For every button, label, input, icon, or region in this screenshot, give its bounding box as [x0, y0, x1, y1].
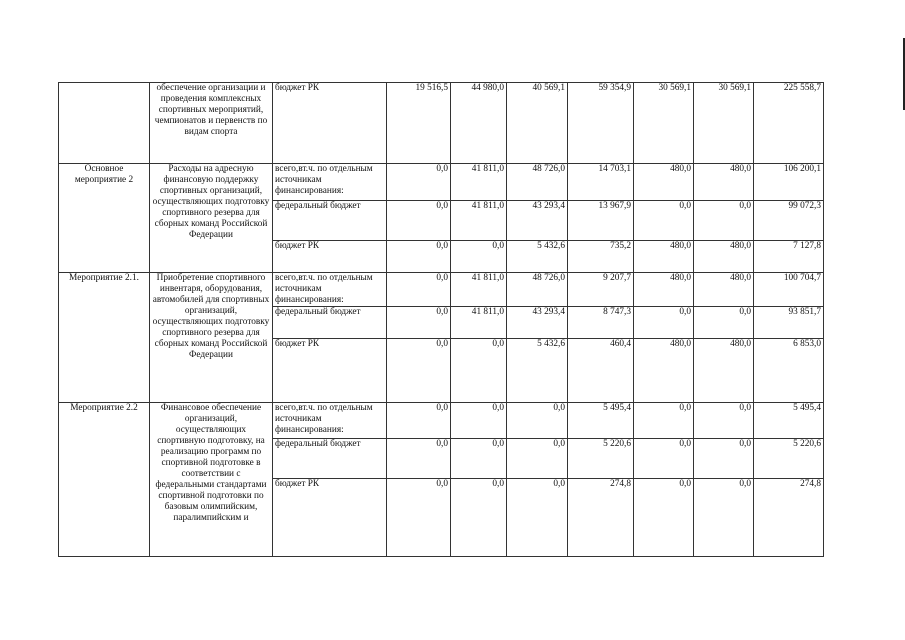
value-cell: 0,0	[451, 241, 507, 273]
value-cell: 9 207,7	[568, 273, 634, 307]
value-cell: 735,2	[568, 241, 634, 273]
value-cell: 41 811,0	[451, 201, 507, 241]
measure-code	[59, 83, 150, 164]
value-cell: 13 967,9	[568, 201, 634, 241]
total-cell: 100 704,7	[754, 273, 824, 307]
funding-source: федеральный бюджет	[273, 307, 387, 339]
value-cell: 43 293,4	[507, 307, 568, 339]
value-cell: 43 293,4	[507, 201, 568, 241]
value-cell: 480,0	[694, 164, 754, 201]
value-cell: 480,0	[694, 241, 754, 273]
value-cell: 0,0	[507, 479, 568, 557]
measure-name: Расходы на адресную финансовую поддержку спортивных организаций, осуществляющих подготовку спортивного резерва для сборных команд Российской Федерации	[150, 164, 273, 273]
table-row	[59, 164, 824, 201]
value-cell: 0,0	[451, 403, 507, 439]
value-cell: 0,0	[387, 339, 451, 403]
value-cell: 48 726,0	[507, 273, 568, 307]
total-cell: 225 558,7	[754, 83, 824, 164]
value-cell: 59 354,9	[568, 83, 634, 164]
value-cell: 8 747,3	[568, 307, 634, 339]
value-cell: 0,0	[507, 403, 568, 439]
table-row	[59, 273, 824, 307]
value-cell: 480,0	[694, 339, 754, 403]
value-cell: 0,0	[451, 479, 507, 557]
budget-table	[58, 82, 824, 557]
value-cell: 30 569,1	[694, 83, 754, 164]
funding-source: всего,вт.ч. по отдельным источникам финансирования:	[273, 403, 387, 439]
value-cell: 44 980,0	[451, 83, 507, 164]
funding-source: бюджет РК	[273, 479, 387, 557]
value-cell: 480,0	[634, 339, 694, 403]
value-cell: 0,0	[634, 307, 694, 339]
funding-source: федеральный бюджет	[273, 201, 387, 241]
measure-name: Финансовое обеспечение организаций, осуществляющих спортивную подготовку, на реализацию программ по спортивной подготовке в соответствии с федеральными стандартами спортивной подготовки по базовым олимпийским, паралимпийским и	[150, 403, 273, 557]
measure-name: Приобретение спортивного инвентаря, оборудования, автомобилей для спортивных организаций, осуществляющих подготовку спортивного резерва для сборных команд Российской Федерации	[150, 273, 273, 403]
value-cell: 41 811,0	[451, 307, 507, 339]
total-cell: 274,8	[754, 479, 824, 557]
total-cell: 5 495,4	[754, 403, 824, 439]
value-cell: 480,0	[634, 241, 694, 273]
value-cell: 0,0	[387, 479, 451, 557]
value-cell: 0,0	[694, 439, 754, 479]
total-cell: 6 853,0	[754, 339, 824, 403]
funding-source: всего,вт.ч. по отдельным источникам финансирования:	[273, 273, 387, 307]
total-cell: 99 072,3	[754, 201, 824, 241]
funding-source: бюджет РК	[273, 339, 387, 403]
value-cell: 0,0	[634, 403, 694, 439]
value-cell: 0,0	[694, 307, 754, 339]
value-cell: 0,0	[387, 403, 451, 439]
funding-source: всего,вт.ч. по отдельным источникам финансирования:	[273, 164, 387, 201]
value-cell: 0,0	[387, 201, 451, 241]
funding-source: бюджет РК	[273, 83, 387, 164]
value-cell: 0,0	[387, 241, 451, 273]
value-cell: 41 811,0	[451, 273, 507, 307]
value-cell: 480,0	[634, 164, 694, 201]
value-cell: 0,0	[451, 339, 507, 403]
value-cell: 5 495,4	[568, 403, 634, 439]
table-row	[59, 83, 824, 164]
measure-name: обеспечение организации и проведения комплексных спортивных мероприятий, чемпионатов и первенств по видам спорта	[150, 83, 273, 164]
funding-source: бюджет РК	[273, 241, 387, 273]
measure-code: Мероприятие 2.1.	[59, 273, 150, 403]
value-cell: 0,0	[387, 439, 451, 479]
value-cell: 0,0	[694, 201, 754, 241]
value-cell: 0,0	[694, 479, 754, 557]
value-cell: 14 703,1	[568, 164, 634, 201]
measure-code: Мероприятие 2.2	[59, 403, 150, 557]
value-cell: 0,0	[694, 403, 754, 439]
value-cell: 5 432,6	[507, 241, 568, 273]
value-cell: 30 569,1	[634, 83, 694, 164]
value-cell: 48 726,0	[507, 164, 568, 201]
total-cell: 7 127,8	[754, 241, 824, 273]
value-cell: 0,0	[387, 164, 451, 201]
value-cell: 0,0	[451, 439, 507, 479]
value-cell: 480,0	[694, 273, 754, 307]
value-cell: 0,0	[634, 479, 694, 557]
value-cell: 40 569,1	[507, 83, 568, 164]
value-cell: 274,8	[568, 479, 634, 557]
value-cell: 41 811,0	[451, 164, 507, 201]
value-cell: 5 432,6	[507, 339, 568, 403]
value-cell: 0,0	[387, 307, 451, 339]
total-cell: 93 851,7	[754, 307, 824, 339]
value-cell: 460,4	[568, 339, 634, 403]
value-cell: 0,0	[507, 439, 568, 479]
value-cell: 5 220,6	[568, 439, 634, 479]
total-cell: 5 220,6	[754, 439, 824, 479]
total-cell: 106 200,1	[754, 164, 824, 201]
table-row	[59, 403, 824, 439]
value-cell: 0,0	[634, 201, 694, 241]
funding-source: федеральный бюджет	[273, 439, 387, 479]
value-cell: 0,0	[387, 273, 451, 307]
value-cell: 19 516,5	[387, 83, 451, 164]
value-cell: 0,0	[634, 439, 694, 479]
value-cell: 480,0	[634, 273, 694, 307]
measure-code: Основное мероприятие 2	[59, 164, 150, 273]
